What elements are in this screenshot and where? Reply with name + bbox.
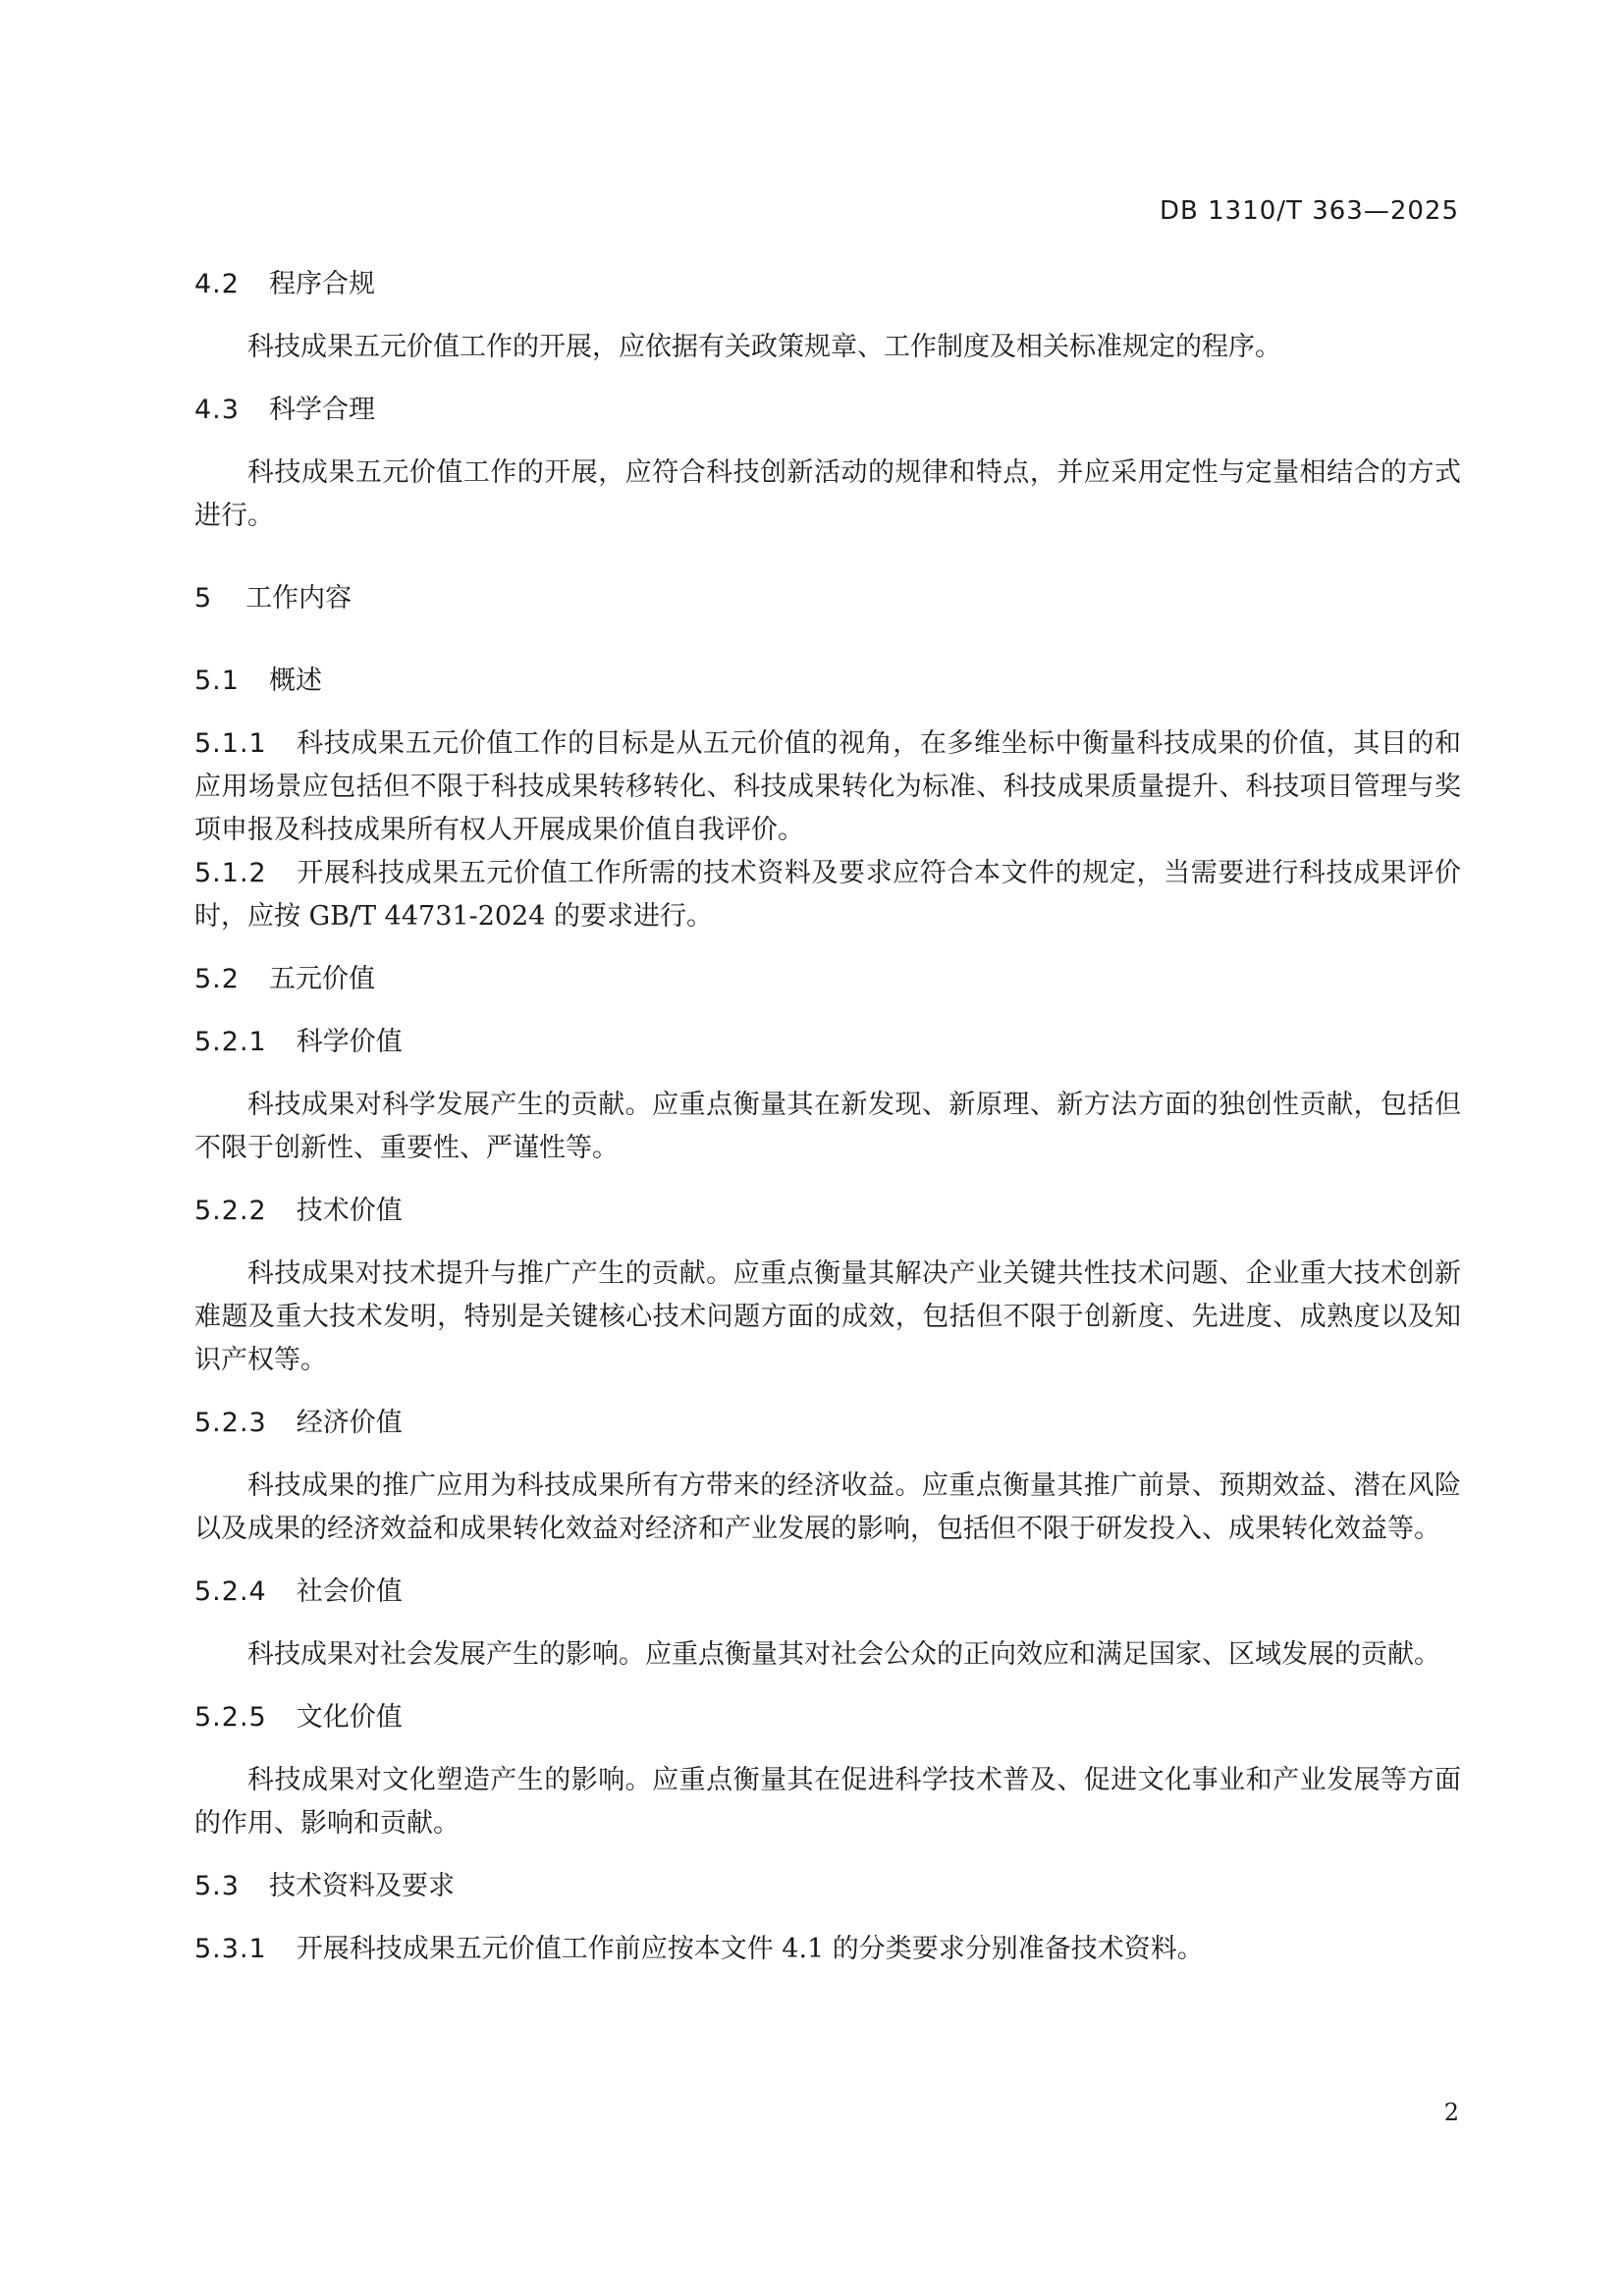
paragraph-5-2-2: 科技成果对技术提升与推广产生的贡献。应重点衡量其解决产业关键共性技术问题、企业重大技术创新难题及重大技术发明，特别是关键核心技术问题方面的成效，包括但不限于创新度、先进度、成熟度以及知识产权等。 [194,1258,1461,1375]
section-title: 技术资料及要求 [268,1871,455,1901]
page-number: 2 [1443,2099,1459,2126]
paragraph-5-2-5: 科技成果对文化塑造产生的影响。应重点衡量其在促进科学技术普及、促进文化事业和产业发展等方面的作用、影响和贡献。 [194,1765,1461,1839]
document-code: DB 1310/T 363—2025 [1160,196,1459,226]
paragraph-4-3: 科技成果五元价值工作的开展，应符合科技创新活动的规律和特点，并应采用定性与定量相结合的方式进行。 [194,457,1461,531]
paragraph-5-1-2 [194,852,1461,938]
document-body [194,263,1461,1971]
heading-5-1 [194,660,1461,703]
paragraph-5-3-1 [194,1928,1461,1971]
clause-number: 5.1.2 [194,858,267,888]
section-number: 5.2.1 [194,1027,267,1057]
section-number: 5.2.3 [194,1408,267,1438]
clause-number: 5.3.1 [194,1934,267,1964]
section-number: 5.2.2 [194,1196,267,1226]
clause-text: 开展科技成果五元价值工作所需的技术资料及要求应符合本文件的规定，当需要进行科技成果评价时，应按 GB/T 44731-2024 的要求进行。 [194,858,1461,932]
heading-4-3 [194,389,1461,432]
section-number: 5.2.5 [194,1702,267,1733]
heading-5 [194,577,1461,620]
paragraph-5-2-3: 科技成果的推广应用为科技成果所有方带来的经济收益。应重点衡量其推广前景、预期效益、潜在风险以及成果的经济效益和成果转化效益对经济和产业发展的影响，包括但不限于研发投入、成果转化效益等。 [194,1470,1461,1544]
heading-5-2-1 [194,1021,1461,1064]
section-title: 社会价值 [296,1576,403,1607]
section-number: 5.2 [194,964,240,994]
section-number: 4.2 [194,269,240,299]
clause-text: 科技成果五元价值工作的目标是从五元价值的视角，在多维坐标中衡量科技成果的价值，其目的和应用场景应包括但不限于科技成果转移转化、科技成果转化为标准、科技成果质量提升、科技项目管理与奖项申报及科技成果所有权人开展成果价值自我评价。 [194,728,1461,845]
clause-number: 5.1.1 [194,728,267,759]
paragraph-5-2-4: 科技成果对社会发展产生的影响。应重点衡量其对社会公众的正向效应和满足国家、区域发展的贡献。 [247,1639,1440,1670]
section-number: 5.2.4 [194,1576,267,1607]
section-title: 概述 [268,666,322,696]
heading-5-3 [194,1865,1461,1908]
heading-5-2 [194,958,1461,1001]
heading-5-2-2 [194,1190,1461,1233]
section-title: 技术价值 [296,1196,403,1226]
section-title: 五元价值 [268,964,375,994]
section-title: 科学合理 [268,395,375,425]
heading-4-2 [194,263,1461,306]
paragraph-5-1-1 [194,722,1461,852]
paragraph-5-2-1: 科技成果对科学发展产生的贡献。应重点衡量其在新发现、新原理、新方法方面的独创性贡献，包括但不限于创新性、重要性、严谨性等。 [194,1090,1461,1163]
section-number: 5 [194,583,213,614]
clause-text: 开展科技成果五元价值工作前应按本文件 4.1 的分类要求分别准备技术资料。 [296,1934,1204,1964]
section-title: 文化价值 [296,1702,403,1733]
section-number: 4.3 [194,395,240,425]
heading-5-2-5 [194,1696,1461,1739]
section-number: 5.3 [194,1871,240,1901]
heading-5-2-4 [194,1571,1461,1614]
paragraph-4-2: 科技成果五元价值工作的开展，应依据有关政策规章、工作制度及相关标准规定的程序。 [247,332,1281,362]
section-number: 5.1 [194,666,240,696]
section-title: 科学价值 [296,1027,403,1057]
heading-5-2-3 [194,1402,1461,1445]
section-title: 程序合规 [268,269,375,299]
section-title: 工作内容 [245,583,352,614]
section-title: 经济价值 [296,1408,403,1438]
